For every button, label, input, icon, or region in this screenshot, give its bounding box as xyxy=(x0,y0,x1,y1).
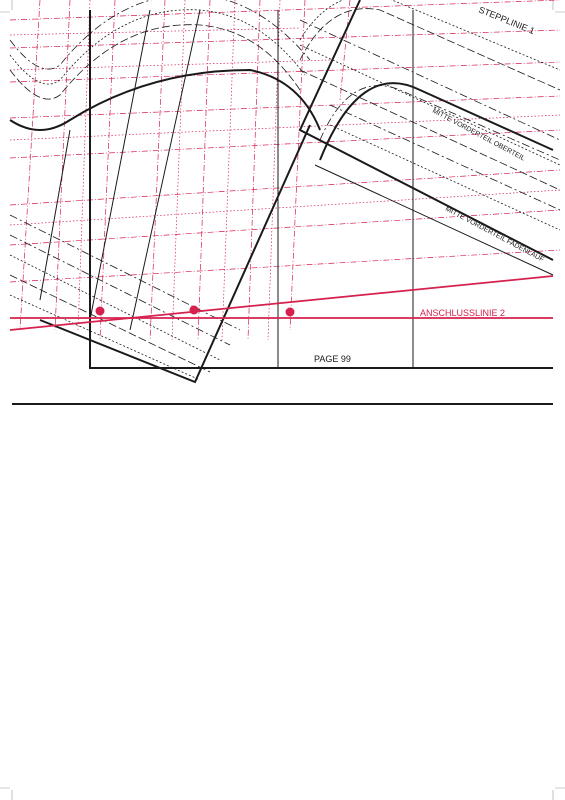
label-stitch-line: STEPPLINIE 1 xyxy=(477,4,537,37)
join-lines xyxy=(10,276,553,330)
label-join-line: ANSCHLUSSLINIE 2 xyxy=(420,308,506,318)
notch-dot xyxy=(190,306,199,315)
red-dotted-lines xyxy=(10,0,560,340)
page-number: PAGE 99 xyxy=(314,354,351,364)
pattern-outline xyxy=(10,0,553,382)
notch-dot xyxy=(96,307,105,316)
red-grid xyxy=(10,0,560,340)
notch-dot xyxy=(286,308,295,317)
label-middle-front-top: MITTE VORDERTEIL OBERTEIL xyxy=(431,107,526,163)
label-middle-front-cut: MITTE VORDERTEIL FADENLAUF xyxy=(444,205,545,264)
